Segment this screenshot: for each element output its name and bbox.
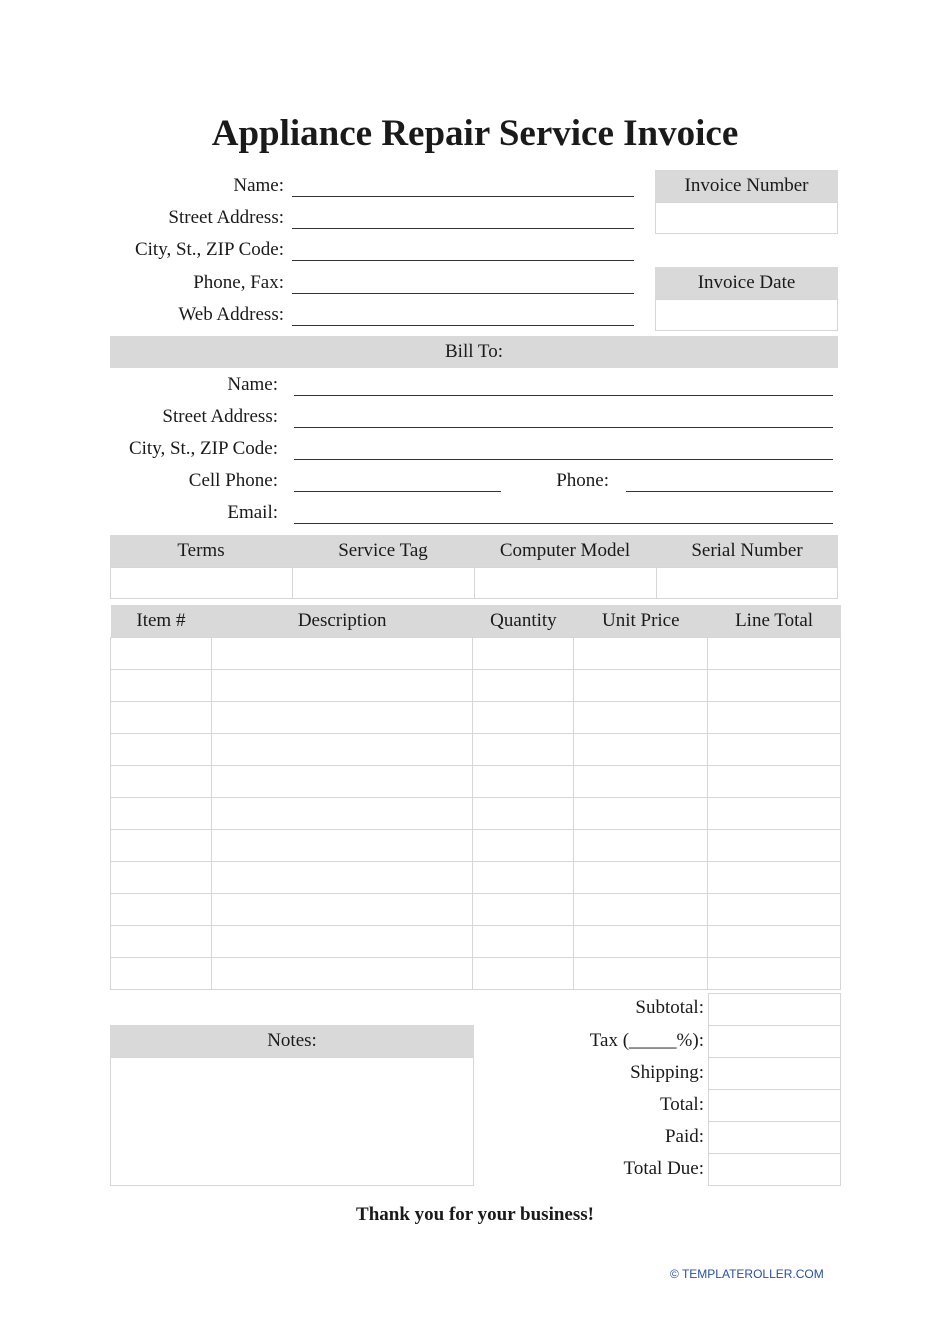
line-total-cell[interactable]	[708, 702, 841, 734]
description-cell[interactable]	[211, 734, 473, 766]
description-cell[interactable]	[211, 798, 473, 830]
bill-phone-label: Phone:	[556, 470, 609, 491]
sender-city-label: City, St., ZIP Code:	[134, 239, 284, 260]
description-cell[interactable]	[211, 638, 473, 670]
bill-email-label: Email:	[227, 502, 278, 523]
table-row	[111, 958, 841, 990]
shipping-label: Shipping:	[630, 1062, 704, 1083]
item-cell[interactable]	[111, 894, 212, 926]
quantity-cell[interactable]	[473, 734, 574, 766]
description-cell[interactable]	[211, 894, 473, 926]
thank-you-message: Thank you for your business!	[356, 1204, 594, 1225]
table-row	[111, 830, 841, 862]
line-total-cell[interactable]	[708, 862, 841, 894]
subtotal-field[interactable]	[708, 993, 841, 1026]
bill-to-header: Bill To:	[110, 336, 838, 368]
bill-cell-line[interactable]	[294, 491, 501, 492]
table-row	[111, 638, 841, 670]
line-total-cell[interactable]	[708, 638, 841, 670]
item-cell[interactable]	[111, 862, 212, 894]
serial-number-header: Serial Number	[656, 535, 838, 567]
description-cell[interactable]	[211, 766, 473, 798]
bill-city-label: City, St., ZIP Code:	[128, 438, 278, 459]
quantity-cell[interactable]	[473, 766, 574, 798]
footer-link[interactable]: © TEMPLATEROLLER.COM	[670, 1267, 824, 1281]
description-cell[interactable]	[211, 670, 473, 702]
quantity-cell[interactable]	[473, 894, 574, 926]
table-row	[111, 734, 841, 766]
table-row	[111, 670, 841, 702]
quantity-cell[interactable]	[473, 926, 574, 958]
total-due-field[interactable]	[708, 1153, 841, 1186]
quantity-cell[interactable]	[473, 638, 574, 670]
quantity-cell[interactable]	[473, 670, 574, 702]
shipping-field[interactable]	[708, 1057, 841, 1090]
unit-price-cell[interactable]	[574, 830, 708, 862]
computer-model-header: Computer Model	[474, 535, 656, 567]
invoice-date-field[interactable]	[655, 299, 838, 331]
description-cell[interactable]	[211, 830, 473, 862]
quantity-header: Quantity	[473, 605, 574, 638]
invoice-date-header: Invoice Date	[655, 267, 838, 299]
paid-field[interactable]	[708, 1121, 841, 1154]
service-tag-field[interactable]	[292, 567, 475, 599]
bill-street-label: Street Address:	[162, 406, 278, 427]
item-cell[interactable]	[111, 958, 212, 990]
line-total-cell[interactable]	[708, 926, 841, 958]
unit-price-header: Unit Price	[574, 605, 708, 638]
bill-name-label: Name:	[227, 374, 278, 395]
unit-price-cell[interactable]	[574, 670, 708, 702]
table-row	[111, 862, 841, 894]
sender-street-line[interactable]	[292, 228, 634, 229]
invoice-title: Appliance Repair Service Invoice	[211, 113, 739, 154]
description-cell[interactable]	[211, 862, 473, 894]
bill-city-line[interactable]	[294, 459, 833, 460]
sender-city-line[interactable]	[292, 260, 634, 261]
line-total-cell[interactable]	[708, 830, 841, 862]
description-cell[interactable]	[211, 926, 473, 958]
quantity-cell[interactable]	[473, 798, 574, 830]
invoice-number-field[interactable]	[655, 202, 838, 234]
notes-field[interactable]	[110, 1057, 474, 1186]
table-row	[111, 798, 841, 830]
unit-price-cell[interactable]	[574, 766, 708, 798]
table-row	[111, 702, 841, 734]
item-cell[interactable]	[111, 734, 212, 766]
computer-model-field[interactable]	[474, 567, 657, 599]
invoice-number-header: Invoice Number	[655, 170, 838, 202]
bill-cell-label: Cell Phone:	[188, 470, 278, 491]
sender-web-label: Web Address:	[178, 304, 284, 325]
item-cell[interactable]	[111, 798, 212, 830]
unit-price-cell[interactable]	[574, 958, 708, 990]
paid-label: Paid:	[664, 1126, 704, 1147]
bill-phone-line[interactable]	[626, 491, 833, 492]
line-total-cell[interactable]	[708, 734, 841, 766]
table-row	[111, 894, 841, 926]
unit-price-cell[interactable]	[574, 702, 708, 734]
total-label: Total:	[659, 1094, 704, 1115]
description-header: Description	[211, 605, 473, 638]
item-cell[interactable]	[111, 670, 212, 702]
quantity-cell[interactable]	[473, 958, 574, 990]
unit-price-cell[interactable]	[574, 798, 708, 830]
unit-price-cell[interactable]	[574, 894, 708, 926]
total-due-label: Total Due:	[623, 1158, 704, 1179]
quantity-cell[interactable]	[473, 862, 574, 894]
tax-field[interactable]	[708, 1025, 841, 1058]
line-total-cell[interactable]	[708, 894, 841, 926]
line-total-cell[interactable]	[708, 958, 841, 990]
quantity-cell[interactable]	[473, 702, 574, 734]
sender-web-line[interactable]	[292, 325, 634, 326]
total-field[interactable]	[708, 1089, 841, 1122]
sender-name-label: Name:	[233, 175, 284, 196]
unit-price-cell[interactable]	[574, 862, 708, 894]
description-cell[interactable]	[211, 958, 473, 990]
items-table	[110, 605, 841, 990]
items-header-row	[111, 605, 841, 638]
line-total-cell[interactable]	[708, 766, 841, 798]
line-total-cell[interactable]	[708, 798, 841, 830]
item-cell[interactable]	[111, 702, 212, 734]
terms-field[interactable]	[110, 567, 293, 599]
sender-phone-label: Phone, Fax:	[193, 272, 284, 293]
bill-email-line[interactable]	[294, 523, 833, 524]
sender-street-label: Street Address:	[168, 207, 284, 228]
table-row	[111, 926, 841, 958]
bill-name-line[interactable]	[294, 395, 833, 396]
sender-name-line[interactable]	[292, 196, 634, 197]
table-row	[111, 766, 841, 798]
item-cell[interactable]	[111, 830, 212, 862]
notes-header: Notes:	[110, 1025, 474, 1057]
subtotal-label: Subtotal:	[635, 997, 704, 1018]
tax-label: Tax (_____%):	[589, 1030, 704, 1051]
quantity-cell[interactable]	[473, 830, 574, 862]
unit-price-cell[interactable]	[574, 926, 708, 958]
item-cell[interactable]	[111, 926, 212, 958]
description-cell[interactable]	[211, 702, 473, 734]
service-tag-header: Service Tag	[292, 535, 474, 567]
item-cell[interactable]	[111, 638, 212, 670]
unit-price-cell[interactable]	[574, 638, 708, 670]
unit-price-cell[interactable]	[574, 734, 708, 766]
line-total-cell[interactable]	[708, 670, 841, 702]
terms-header: Terms	[110, 535, 292, 567]
bill-street-line[interactable]	[294, 427, 833, 428]
item-number-header: Item #	[111, 605, 212, 638]
item-cell[interactable]	[111, 766, 212, 798]
sender-phone-line[interactable]	[292, 293, 634, 294]
line-total-header: Line Total	[708, 605, 841, 638]
serial-number-field[interactable]	[656, 567, 838, 599]
